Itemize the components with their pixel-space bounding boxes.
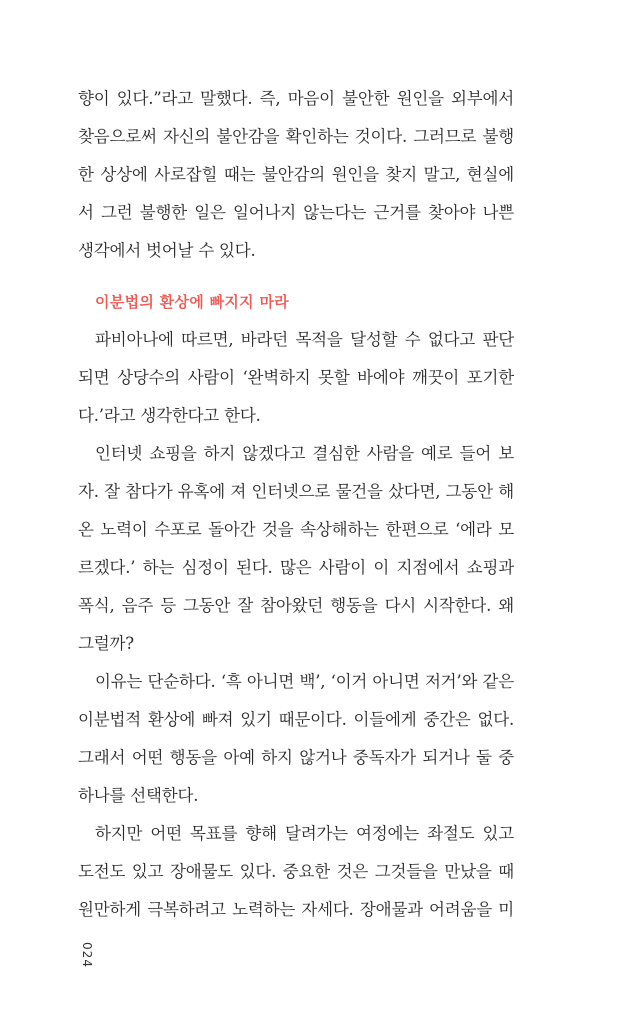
text-line: 다.’라고 생각한다고 한다. <box>78 406 261 425</box>
paragraph-1 <box>78 321 514 435</box>
text-line: 그럴까? <box>78 634 134 653</box>
text-line: 자. 잘 참다가 유혹에 져 인터넷으로 물건을 샀다면, 그동안 해 <box>78 482 514 501</box>
text-line: 인터넷 쇼핑을 하지 않겠다고 결심한 사람을 예로 들어 보 <box>95 444 514 463</box>
text-line: 온 노력이 수포로 돌아간 것을 속상해하는 한편으로 ‘에라 모 <box>78 520 514 539</box>
text-line: 찾음으로써 자신의 불안감을 확인하는 것이다. 그러므로 불행 <box>78 127 514 146</box>
text-line: 원만하게 극복하려고 노력하는 자세다. 장애물과 어려움을 미 <box>78 900 514 919</box>
text-line: 생각에서 벗어날 수 있다. <box>78 241 256 260</box>
text-line: 폭식, 음주 등 그동안 잘 참아왔던 행동을 다시 시작한다. 왜 <box>78 596 514 615</box>
text-line: 도전도 있고 장애물도 있다. 중요한 것은 그것들을 만났을 때 <box>78 862 514 881</box>
text-line: 한 상상에 사로잡힐 때는 불안감의 원인을 찾지 말고, 현실에 <box>78 165 514 184</box>
text-line: 파비아나에 따르면, 바라던 목적을 달성할 수 없다고 판단 <box>95 330 514 349</box>
paragraph-2 <box>78 435 514 663</box>
paragraph-3 <box>78 663 514 815</box>
page-number: 024 <box>80 942 94 968</box>
section-spacer <box>78 270 514 283</box>
text-line: 서 그런 불행한 일은 일어나지 않는다는 근거를 찾아야 나쁜 <box>78 203 514 222</box>
text-line: 이분법적 환상에 빠져 있기 때문이다. 이들에게 중간은 없다. <box>78 710 514 729</box>
text-line: 향이 있다.”라고 말했다. 즉, 마음이 불안한 원인을 외부에서 <box>78 89 514 108</box>
text-line: 르겠다.’ 하는 심정이 된다. 많은 사람이 이 지점에서 쇼핑과 <box>78 558 514 577</box>
page-body <box>78 80 514 929</box>
paragraph-4 <box>78 815 514 929</box>
text-line: 이유는 단순하다. ‘흑 아니면 백’, ‘이거 아니면 저거’와 같은 <box>95 672 514 691</box>
intro-paragraph <box>78 80 514 270</box>
text-line: 되면 상당수의 사람이 ‘완벽하지 못할 바에야 깨끗이 포기한 <box>78 368 514 387</box>
text-line: 하나를 선택한다. <box>78 786 199 805</box>
text-line: 그래서 어떤 행동을 아예 하지 않거나 중독자가 되거나 둘 중 <box>78 748 514 767</box>
text-line: 하지만 어떤 목표를 향해 달려가는 여정에는 좌절도 있고 <box>95 824 514 843</box>
section-heading: 이분법의 환상에 빠지지 마라 <box>95 293 290 311</box>
